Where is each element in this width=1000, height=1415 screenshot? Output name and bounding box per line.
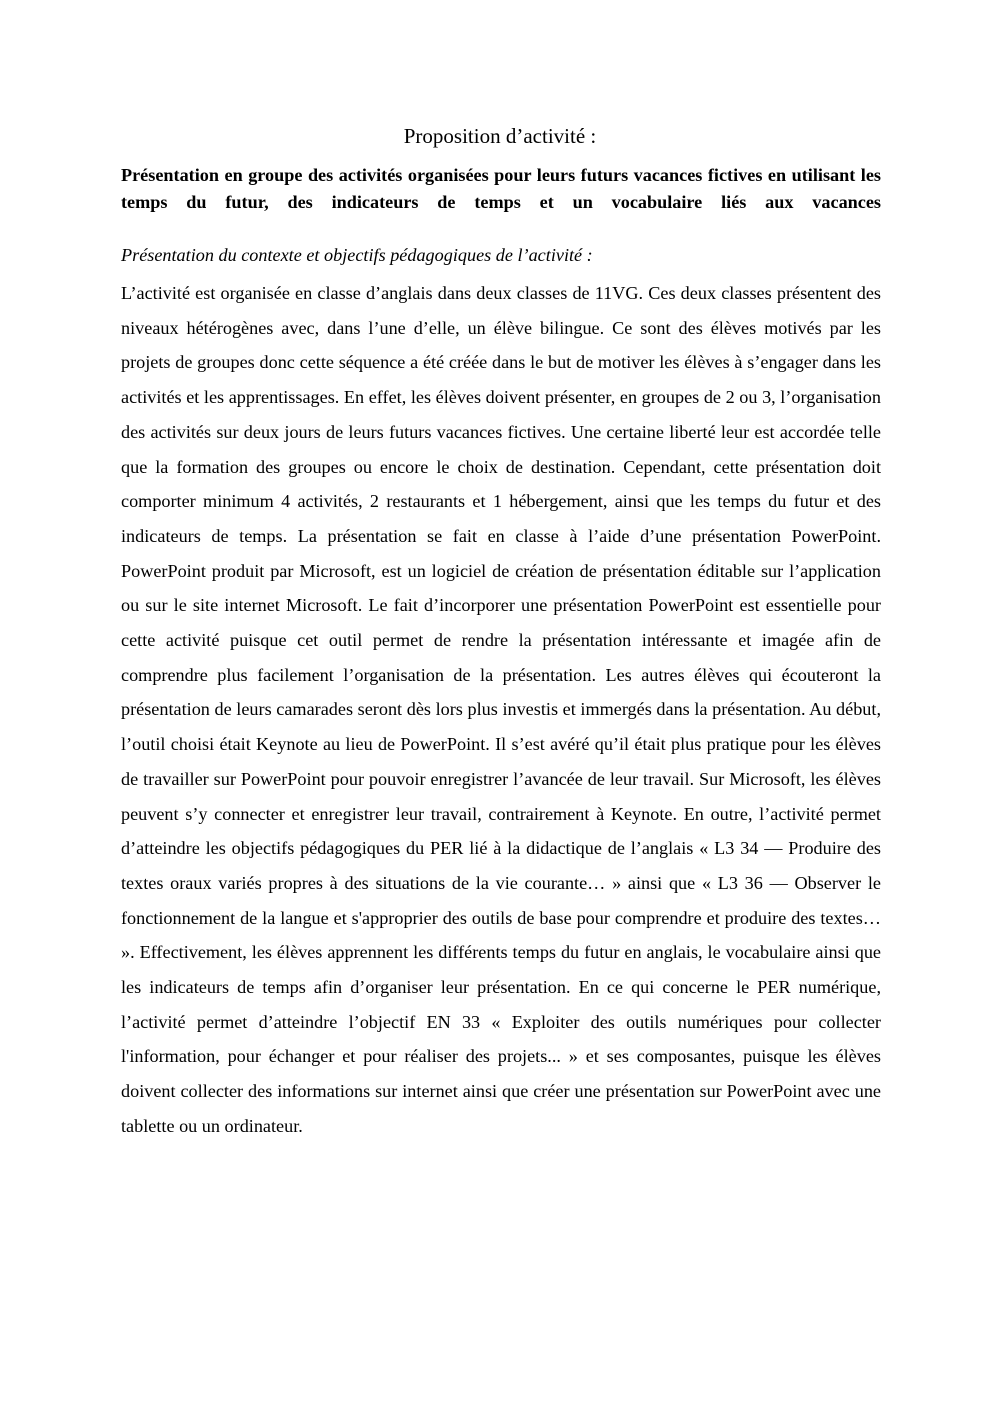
page-subtitle: Présentation en groupe des activités organisées pour leurs futurs vacances fictives en utilisant les temps du futur, des indicateurs de temps et un vocabulaire liés aux vacances (121, 165, 881, 212)
page-title: Proposition d’activité : (403, 124, 597, 148)
body-paragraph: L’activité est organisée en classe d’anglais dans deux classes de 11VG. Ces deux classes présentent des niveaux hétérogènes avec, dans l’une d’elle, un élève bilingue. Ce sont des élèves motivés par les projets de groupes donc cette séquence a été créée dans le but de motiver les élèves à s’engager dans les activités et les apprentissages. En effet, les élèves doivent présenter, en groupes de 2 ou 3, l’organisation des activités sur deux jours de leurs futurs vacances fictives. Une certaine liberté leur est accordée telle que la formation des groupes ou encore le choix de destination. Cependant, cette présentation doit comporter minimum 4 activités, 2 restaurants et 1 hébergement, ainsi que les temps du futur et des indicateurs de temps. La présentation se fait en classe à l’aide d’une présentation PowerPoint. PowerPoint produit par Microsoft, est un logiciel de création de présentation éditable sur l’application ou sur le site internet Microsoft. Le fait d’incorporer une présentation PowerPoint est essentielle pour cette activité puisque cet outil permet de rendre la présentation intéressante et imagée afin de comprendre plus facilement l’organisation de la présentation. Les autres élèves qui écouteront la présentation de leurs camarades seront dès lors plus investis et immergés dans la présentation. Au début, l’outil choisi était Keynote au lieu de PowerPoint. Il s’est avéré qu’il était plus pratique pour les élèves de travailler sur PowerPoint pour pouvoir enregistrer l’avancée de leur travail. Sur Microsoft, les élèves peuvent s’y connecter et enregistrer leur travail, contrairement à Keynote. En outre, l’activité permet d’atteindre les objectifs pédagogiques du PER lié à la didactique de l’anglais « L3 34 — Produire des textes oraux variés propres à des situations de la vie courante… » ainsi que « L3 36 — Observer le fonctionnement de la langue et s'approprier des outils de base pour comprendre et produire des textes… ». Effectivement, les élèves apprennent les différents temps du futur en anglais, le vocabulaire ainsi que les indicateurs de temps afin d’organiser leur présentation. En ce qui concerne le PER numérique, l’activité permet d’atteindre l’objectif EN 33 « Exploiter des outils numériques pour collecter l'information, pour échanger et pour réaliser des projets... » et ses composantes, puisque les élèves doivent collecter des informations sur internet ainsi que créer une présentation sur PowerPoint avec une tablette ou un ordinateur. (121, 283, 881, 1136)
section-heading: Présentation du contexte et objectifs pédagogiques de l’activité : (121, 245, 593, 265)
